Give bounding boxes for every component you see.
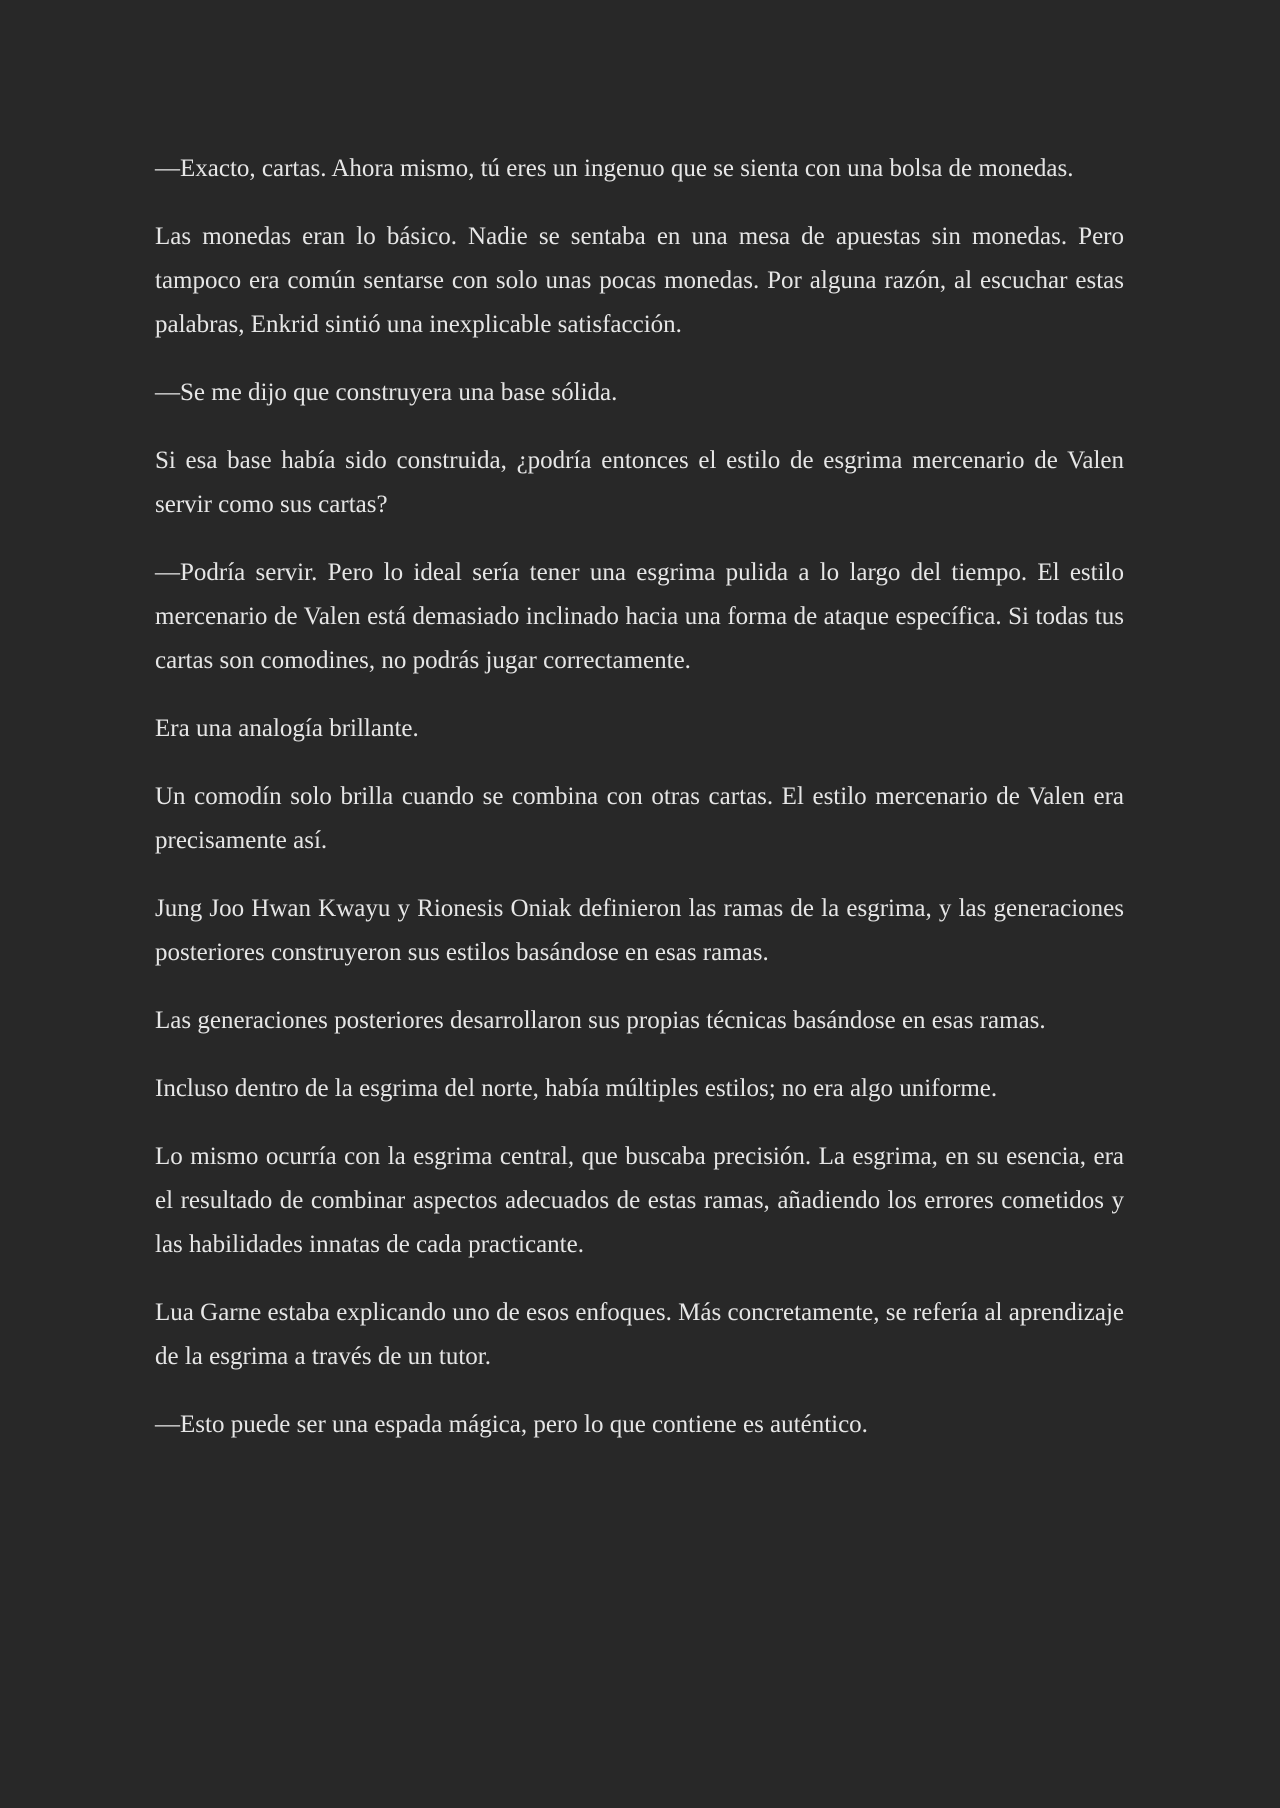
paragraph: —Exacto, cartas. Ahora mismo, tú eres un ingenuo que se sienta con una bolsa de monedas. [155, 155, 1074, 182]
paragraph: Un comodín solo brilla cuando se combina con otras cartas. El estilo mercenario de Valen era precisamente así. [155, 783, 1124, 854]
paragraph: Lo mismo ocurría con la esgrima central, que buscaba precisión. La esgrima, en su esencia, era el resultado de combinar aspectos adecuados de estas ramas, añadiendo los errores cometidos y las habilidades innatas de cada practicante. [155, 1143, 1124, 1258]
paragraph: —Se me dijo que construyera una base sólida. [155, 379, 618, 406]
paragraph: Lua Garne estaba explicando uno de esos enfoques. Más concretamente, se refería al aprendizaje de la esgrima a través de un tutor. [155, 1299, 1124, 1370]
paragraph: Si esa base había sido construida, ¿podría entonces el estilo de esgrima mercenario de Valen servir como sus cartas? [155, 447, 1124, 518]
paragraph: Era una analogía brillante. [155, 715, 419, 742]
paragraph: Jung Joo Hwan Kwayu y Rionesis Oniak definieron las ramas de la esgrima, y las generaciones posteriores construyeron sus estilos basándose en esas ramas. [155, 895, 1124, 966]
paragraph: —Podría servir. Pero lo ideal sería tener una esgrima pulida a lo largo del tiempo. El estilo mercenario de Valen está demasiado inclinado hacia una forma de ataque específica. Si todas tus cartas son comodines, no podrás jugar correctamente. [155, 559, 1124, 674]
paragraph: Incluso dentro de la esgrima del norte, había múltiples estilos; no era algo uniforme. [155, 1075, 998, 1102]
chapter-text [155, 147, 1124, 1447]
paragraph: Las generaciones posteriores desarrollaron sus propias técnicas basándose en esas ramas. [155, 1007, 1046, 1034]
paragraph: Las monedas eran lo básico. Nadie se sentaba en una mesa de apuestas sin monedas. Pero tampoco era común sentarse con solo unas pocas monedas. Por alguna razón, al escuchar estas palabras, Enkrid sintió una inexplicable satisfacción. [155, 223, 1124, 338]
paragraph: —Esto puede ser una espada mágica, pero lo que contiene es auténtico. [155, 1411, 868, 1438]
